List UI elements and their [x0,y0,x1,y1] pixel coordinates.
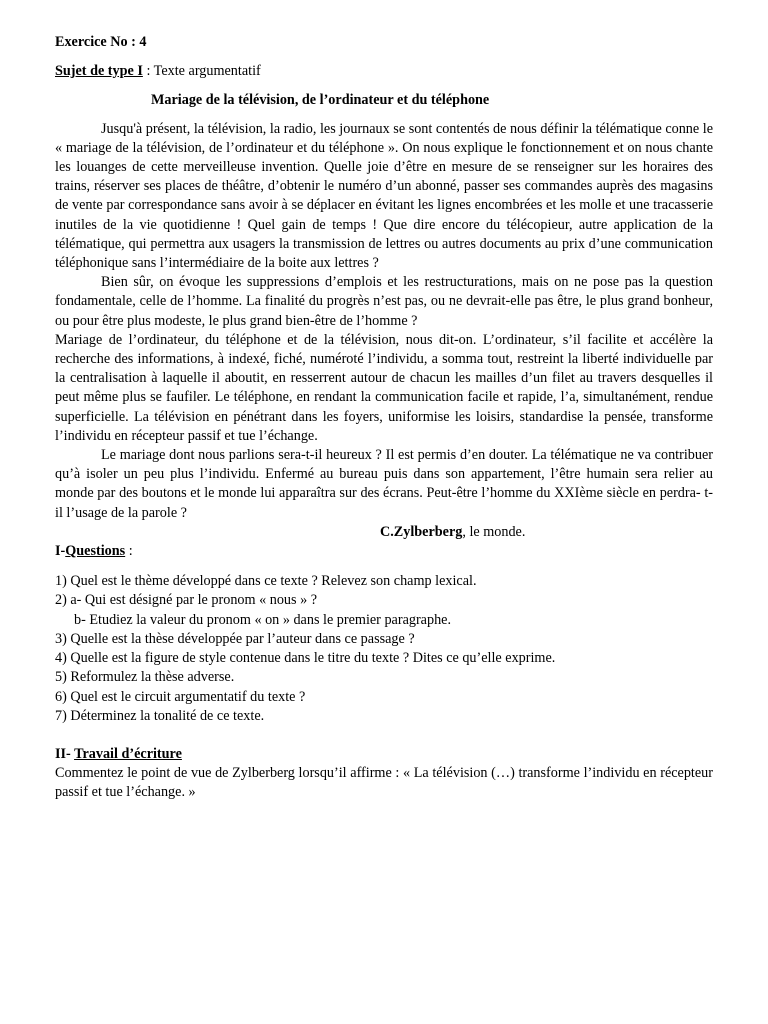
article-paragraph-1: Jusqu'à présent, la télévision, la radio, les journaux se sont contentés de nous définir la télématique conne le « mariage de la télévision, de l’ordinateur et du téléphone ». On nous explique le fonctionnement et on nous chante les louanges de cette merveilleuse invention. Quelle joie d’être en mesure de se renseigner sur les horaires des trains, réserver ses places de théâtre, d’obtenir le numéro d’un abonné, passer ses commandes auprès des magasins de vente par correspondance sans avoir à se déplacer en évitant les lignes encombrées et les molle et une tracasserie inutiles de la vie quotidienne ! Quel gain de temps ! Que dire encore du télécopieur, autre application de la télématique, qui permettra aux usagers la transmission de lettres ou autres documents au prix d’une communication téléphonique sans l’intermédiaire de la boite aux lettres ? [55,120,713,272]
writing-heading [55,745,713,764]
subject-separator: : [142,63,154,80]
questions-heading-title: Questions [65,543,126,560]
writing-heading-prefix: II- [55,745,75,762]
questions-heading-suffix: : [125,543,133,560]
article-signature [380,523,713,542]
writing-task: Commentez le point de vue de Zylberberg lorsqu’il affirme : « La télévision (…) transforme l’individu en récepteur passif et tue l’échange. » [55,765,713,801]
question-item: 5) Reformulez la thèse adverse. [55,669,235,686]
writing-heading-title: Travail d’écriture [74,745,182,762]
question-item: 1) Quel est le thème développé dans ce texte ? Relevez son champ lexical. [55,573,477,590]
article-author: C.Zylberberg [380,523,463,540]
article-paragraph-3: Mariage de l’ordinateur, du téléphone et de la télévision, nous dit-on. L’ordinateur, s’il facilite et accélère la recherche des informations, à indexé, fiché, numéroté l’individu, a somma tout, restreint la liberté individuelle par la centralisation à laquelle il aboutit, en resserrent autour de chacun les mailles d’un filet au travers desquelles il peut même plus se faufiler. Le téléphone, en rendant la communication facile et rapide, l’a, simultanément, rendue superficielle. La télévision en pénétrant dans les foyers, uniformise les loisirs, standardise la pensée, transforme l’individu en récepteur passif et tue l’échange. [55,331,713,444]
question-item: 7) Déterminez la tonalité de ce texte. [55,707,265,724]
question-item: 2) a- Qui est désigné par le pronom « nous » ? [55,592,318,609]
question-subitem: b- Etudiez la valeur du pronom « on » dans le premier paragraphe. [74,611,452,628]
exercise-number: Exercice No : 4 [55,34,147,50]
document-page [55,33,713,803]
subject-line [55,62,713,81]
article-source: , le monde. [462,523,526,540]
questions-heading [55,542,713,561]
article-paragraph-4: Le mariage dont nous parlions sera-t-il heureux ? Il est permis d’en douter. La télématique ne va contribuer qu’à isoler un peu plus l’individu. Enfermé au bureau puis dans son appartement, l’être humain sera relier au monde par des boutons et le monde lui apparaîtra sur des écrans. Peut-être l’homme du XXIème siècle en perdra- t-il l’usage de la parole ? [55,447,713,521]
article-title: Mariage de la télévision, de l’ordinateur et du téléphone [151,92,490,109]
questions-heading-prefix: I- [55,543,66,560]
questions-list [55,572,713,726]
question-item: 6) Quel est le circuit argumentatif du texte ? [55,688,306,705]
subject-type: Texte argumentatif [153,63,261,80]
article-paragraph-2: Bien sûr, on évoque les suppressions d’emplois et les restructurations, mais on ne pose pas la question fondamentale, celle de l’homme. La finalité du progrès n’est pas, ou ne devrait-elle pas être, le plus grand bonheur, ou pour être plus modeste, le plus grand bien-être de l’homme ? [55,274,713,329]
question-item: 3) Quelle est la thèse développée par l’auteur dans ce passage ? [55,630,415,647]
subject-label: Sujet de type I [55,63,143,80]
question-item: 4) Quelle est la figure de style contenue dans le titre du texte ? Dites ce qu’elle exprime. [55,650,556,667]
